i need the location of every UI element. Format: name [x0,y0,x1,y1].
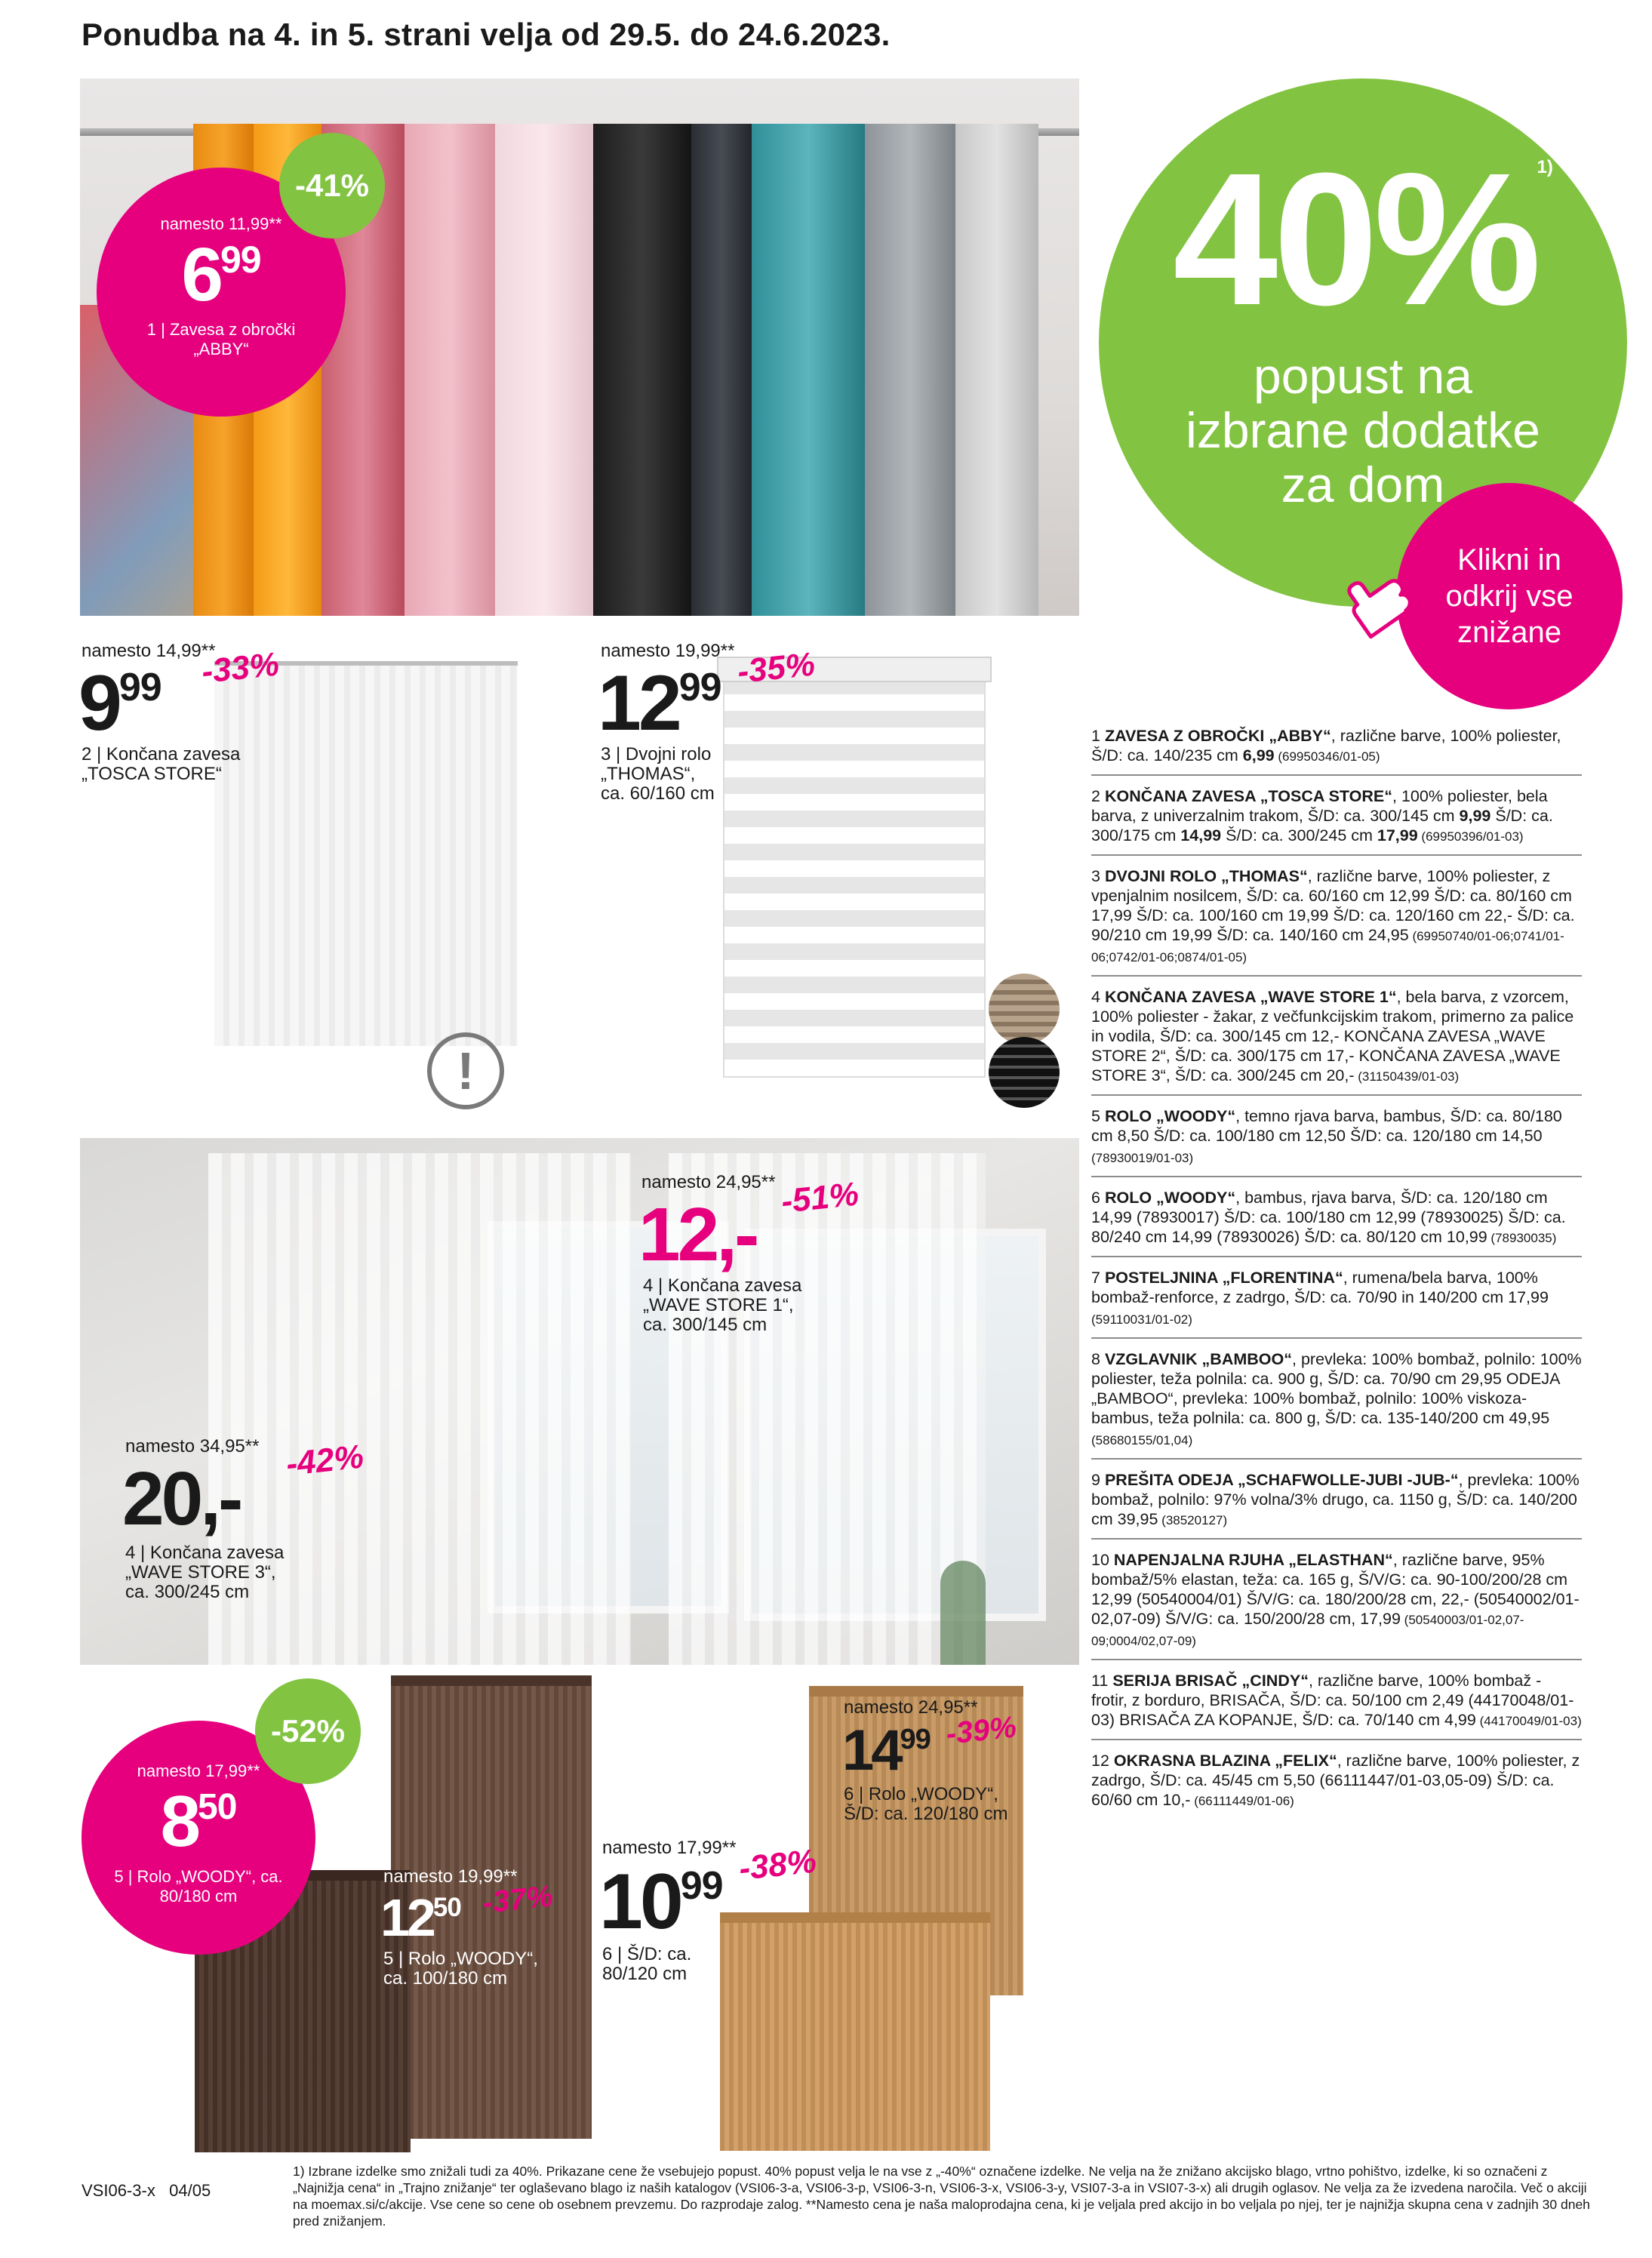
product-name: NAPENJALNA RJUHA „ELASTHAN“ [1113,1551,1393,1569]
product-name: DVOJNI ROLO „THOMAS“ [1104,867,1308,885]
product-code: (44170049/01-03) [1475,1714,1582,1728]
product-list [1091,721,1582,1825]
product-price: 9,99 [1459,807,1491,825]
cta-line-3: znižane [1457,616,1561,649]
product-name: VZGLAVNIK „BAMBOO“ [1104,1350,1292,1368]
product-code: (38520127) [1158,1513,1228,1527]
woody120-price: $14^{99}$ [842,1718,931,1783]
product-list-item [1091,983,1582,1096]
product-list-item [1091,1746,1582,1819]
product-details: , različne barve, 100% poliester, Š/D: ca. 140/235 cm [1091,727,1561,764]
woody6-label-2: 80/120 cm [602,1964,688,1984]
woody100-discount: -37% [481,1879,555,1921]
product-code: (58680155/01,04) [1091,1433,1193,1447]
promo-line-1: popust na [1254,348,1472,404]
product-list-item [1091,1263,1582,1339]
woody100-was-price: namesto 19,99** [383,1866,518,1887]
product-details: , različne barve, 100% bombaž - frotir, z borduro, BRISAČA, Š/D: ca. 50/100 cm 2,49 (44170048/01-03) BRISAČA ZA KOPANJE, Š/D: ca. 70/140 cm 4,99 [1091,1672,1574,1729]
product-number: 9 [1091,1471,1100,1489]
thomas-label-2: „THOMAS“, [601,764,696,784]
product-code: (69950346/01-05) [1274,749,1380,764]
page-number: 04/05 [169,2181,211,2200]
product-list-item [1091,1666,1582,1740]
woody120-label-1: 6 | Rolo „WOODY“, [844,1784,998,1804]
product-list-item [1091,1546,1582,1660]
product-code: (59110031/01-02) [1091,1312,1192,1327]
thomas-label-3: ca. 60/160 cm [601,783,715,804]
woody100-label-2: ca. 100/180 cm [383,1968,508,1989]
product-code: (31150439/01-03) [1354,1069,1460,1084]
woody6-discount: -38% [737,1842,819,1888]
product-number: 2 [1091,787,1100,805]
woody80-label-1: 5 | Rolo „WOODY“, ca. [114,1867,283,1886]
product-number: 5 [1091,1107,1100,1125]
abby-label-1: 1 | Zavesa z obročki [146,320,296,339]
product-number: 3 [1091,867,1100,885]
product-details: Š/D: ca. 300/175 cm [1091,807,1553,844]
footnote: 1) Izbrane izdelke smo znižali tudi za 40%. Prikazane cene že vsebujejo popust. 40% popust velja le na vse z „-40%“ označene izdelke. Ne velja na že znižano akcijsko blago, vrtno pohištvo, izdelke, ki so označeni z „Najnižja cena“ in „Trajno znižanje“ ter oglaševano blago iz naših katalogov (VSI06-3-a, VSI06-3-p, VSI06-3-n, VSI06-3-x, VSI06-3-y, VSI07-3-a in VSI07-3-x) ali drugih oglasov. Ne velja za že izvedena naročila. Več o akciji na moemax.si/c/akcije. Vse cene so cene ob osebnem prevzemu. Do razprodaje zalog. **Namesto cena je naša maloprodajna cena, ki je veljala pred akcijo in bo veljala po njej, ter je najnižja skupna cena v zadnjih 30 dneh pred znižanjem. [293,2164,1590,2229]
product-details: , bela barva, z vzorcem, 100% poliester - žakar, z večfunkcijskim trakom, primerno za palice in vodila, Š/D: ca. 300/145 cm 12,- KONČANA ZAVESA „WAVE STORE 2“, Š/D: ca. 300/175 cm 17,- KONČANA ZAVESA „WAVE STORE 3“, Š/D: ca. 300/245 cm 20,- [1091,988,1574,1084]
wave1-was-price: namesto 24,95** [641,1172,776,1192]
product-name: OKRASNA BLAZINA „FELIX“ [1113,1752,1337,1770]
product-number: 4 [1091,988,1100,1006]
product-price: 6,99 [1242,746,1275,764]
product-list-item [1091,1345,1582,1460]
promo-line-2: izbrane dodatke [1186,402,1540,458]
product-details: , različne barve, 100% poliester, z zadrgo, Š/D: ca. 45/45 cm 5,50 (66111447/01-03,05-09) Š/D: ca. 60/60 cm 10,- [1091,1752,1580,1809]
product-code: (69950740/01-06;0741/01-06;0742/01-06;0874/01-05) [1091,929,1564,964]
tosca-was-price: namesto 14,99** [82,641,216,661]
woody120-label-2: Š/D: ca. 120/180 cm [844,1804,1008,1824]
product-name: KONČANA ZAVESA „WAVE STORE 1“ [1104,988,1397,1006]
wave1-discount: -51% [779,1175,861,1221]
product-name: ROLO „WOODY“ [1104,1189,1236,1207]
woody6-price: $10^{99}$ [599,1858,723,1946]
tosca-label-2: „TOSCA STORE“ [82,764,222,784]
product-code: (69950396/01-03) [1417,829,1524,844]
thomas-price: $12^{99}$ [598,660,721,747]
product-details: , bambus, rjava barva, Š/D: ca. 120/180 cm 14,99 (78930017) Š/D: ca. 100/180 cm 12,99 (78930025) Š/D: ca. 80/240 cm 14,99 (78930026) Š/D: ca. 80/120 cm 10,99 [1091,1189,1566,1246]
woody80-label-2: 80/180 cm [159,1887,238,1906]
product-code: (66111449/01-06) [1190,1794,1294,1808]
product-details: , prevleka: 100% bombaž, polnilo: 100% poliester, teža polnila: ca. 900 g, Š/D: ca. 70/90 cm 29,95 ODEJA „BAMBOO“, prevleka: 100% bombaž, polnilo: 100% viskoza-bambus, teža polnila: ca. 800 g, Š/D: ca. 135-140/200 cm 49,95 [1091,1350,1582,1427]
tosca-price: $9^{99}$ [78,660,162,747]
product-number: 12 [1091,1752,1109,1770]
wave3-was-price: namesto 34,95** [125,1436,260,1457]
product-name: KONČANA ZAVESA „TOSCA STORE“ [1104,787,1393,805]
woody6-label-1: 6 | Š/D: ca. [602,1944,692,1964]
abby-label-2: „ABBY“ [193,340,249,358]
thomas-blind-image [723,660,986,1078]
black-color-swatch[interactable] [989,1037,1060,1108]
tosca-curtain-image [214,661,518,1046]
thomas-label-1: 3 | Dvojni rolo [601,744,712,764]
wave1-label-3: ca. 300/145 cm [643,1315,768,1335]
woody100-price: $12^{50}$ [380,1888,461,1947]
product-details: , prevleka: 100% bombaž, polnilo: 97% volna/3% drugo, ca. 1150 g, Š/D: ca. 140/200 cm 39,95 [1091,1471,1580,1528]
wave3-label-3: ca. 300/245 cm [125,1582,250,1602]
beige-color-swatch[interactable] [989,974,1060,1044]
cta-line-1: Klikni in [1457,543,1561,577]
product-number: 7 [1091,1269,1100,1287]
product-list-item [1091,862,1582,977]
product-code: (78930019/01-03) [1091,1151,1194,1165]
cta-line-2: odkrij vse [1445,580,1574,613]
thomas-was-price: namesto 19,99** [601,641,735,661]
product-name: SERIJA BRISAČ „CINDY“ [1112,1672,1309,1690]
product-price: 14,99 [1180,826,1222,844]
wave1-label-2: „WAVE STORE 1“, [643,1295,794,1315]
product-price: 17,99 [1377,826,1418,844]
product-number: 11 [1091,1672,1109,1690]
wave3-price: 20,- [122,1457,241,1541]
woody6-was-price: namesto 17,99** [602,1838,737,1858]
thomas-discount: -35% [735,645,817,691]
tosca-label-1: 2 | Končana zavesa [82,744,241,764]
woody80-price: $8^{50}$ [160,1781,237,1862]
promo-line-3: za dom [1281,457,1445,512]
wave1-price: 12,- [638,1192,757,1277]
product-details: , 100% poliester, bela barva, z univerzalnim trakom, Š/D: ca. 300/145 cm [1091,787,1548,825]
promo-percent: 40%$^{1)}$ [1173,134,1553,344]
pointing-hand-icon[interactable] [1336,558,1419,658]
abby-price: $6^{99}$ [181,232,261,317]
product-name: PREŠITA ODEJA „SCHAFWOLLE-JUBI -JUB-“ [1104,1471,1459,1489]
product-number: 10 [1091,1551,1109,1569]
wave3-label-1: 4 | Končana zavesa [125,1543,285,1563]
warning-icon: ! [427,1032,504,1109]
woody-natural-blind-image [720,1912,990,2151]
product-number: 1 [1091,727,1100,745]
product-details: , temno rjava barva, bambus, Š/D: ca. 80/180 cm 8,50 Š/D: ca. 100/180 cm 12,50 Š/D: ca. 120/180 cm 14,50 [1091,1107,1562,1145]
product-code: (50540003/01-02,07-09;0004/02,07-09) [1091,1613,1524,1648]
woody100-label-1: 5 | Rolo „WOODY“, [383,1949,538,1969]
tosca-discount: -33% [199,645,281,691]
woody80-was-price: namesto 17,99** [137,1761,260,1780]
product-list-item [1091,1102,1582,1177]
product-list-item [1091,721,1582,776]
wave1-label-1: 4 | Končana zavesa [643,1275,802,1296]
product-name: POSTELJNINA „FLORENTINA“ [1104,1269,1343,1287]
product-list-item [1091,1466,1582,1540]
product-list-item [1091,1183,1582,1257]
product-number: 6 [1091,1189,1100,1207]
footer-code: VSI06-3-x 04/05 [82,2181,211,2200]
wave3-label-2: „WAVE STORE 3“, [125,1562,276,1583]
product-list-item [1091,782,1582,856]
product-number: 8 [1091,1350,1100,1368]
page-header: Ponudba na 4. in 5. strani velja od 29.5. do 24.6.2023. [82,17,891,52]
product-code: (78930035) [1487,1231,1557,1245]
wave3-discount: -42% [284,1438,366,1484]
product-details: , različne barve, 100% poliester, z vpenjalnim nosilcem, Š/D: ca. 60/160 cm 12,99 Š/D: ca. 80/160 cm 17,99 Š/D: ca. 100/160 cm 19,99 Š/D: ca. 120/160 cm 22,- Š/D: ca. 90/210 cm 19,99 Š/D: ca. 140/160 cm 24,95 [1091,867,1575,944]
woody120-was-price: namesto 24,95** [844,1697,978,1718]
product-details: , različne barve, 95% bombaž/5% elastan, teža: ca. 165 g, Š/V/G: ca. 90-100/200/28 cm 12,99 (50540004/01) Š/V/G: ca. 180/200/28 cm, 22,- (50540002/01-02,07-09) Š/V/G: ca. 150/200/28 cm, 17,99 [1091,1551,1580,1628]
woody120-discount: -39% [944,1710,1018,1752]
discover-discounts-button[interactable] [1396,483,1623,709]
product-name: ZAVESA Z OBROČKI „ABBY“ [1104,727,1331,745]
product-name: ROLO „WOODY“ [1104,1107,1236,1125]
abby-discount-badge: -41% [279,133,385,238]
woody80-discount-badge: -52% [255,1678,361,1784]
abby-was-price: namesto 11,99** [160,214,282,233]
product-details: , rumena/bela barva, 100% bombaž-renforce, z zadrgo, Š/D: ca. 70/90 in 140/200 cm 17,99 [1091,1269,1549,1306]
product-details: Š/D: ca. 300/245 cm [1221,826,1377,844]
